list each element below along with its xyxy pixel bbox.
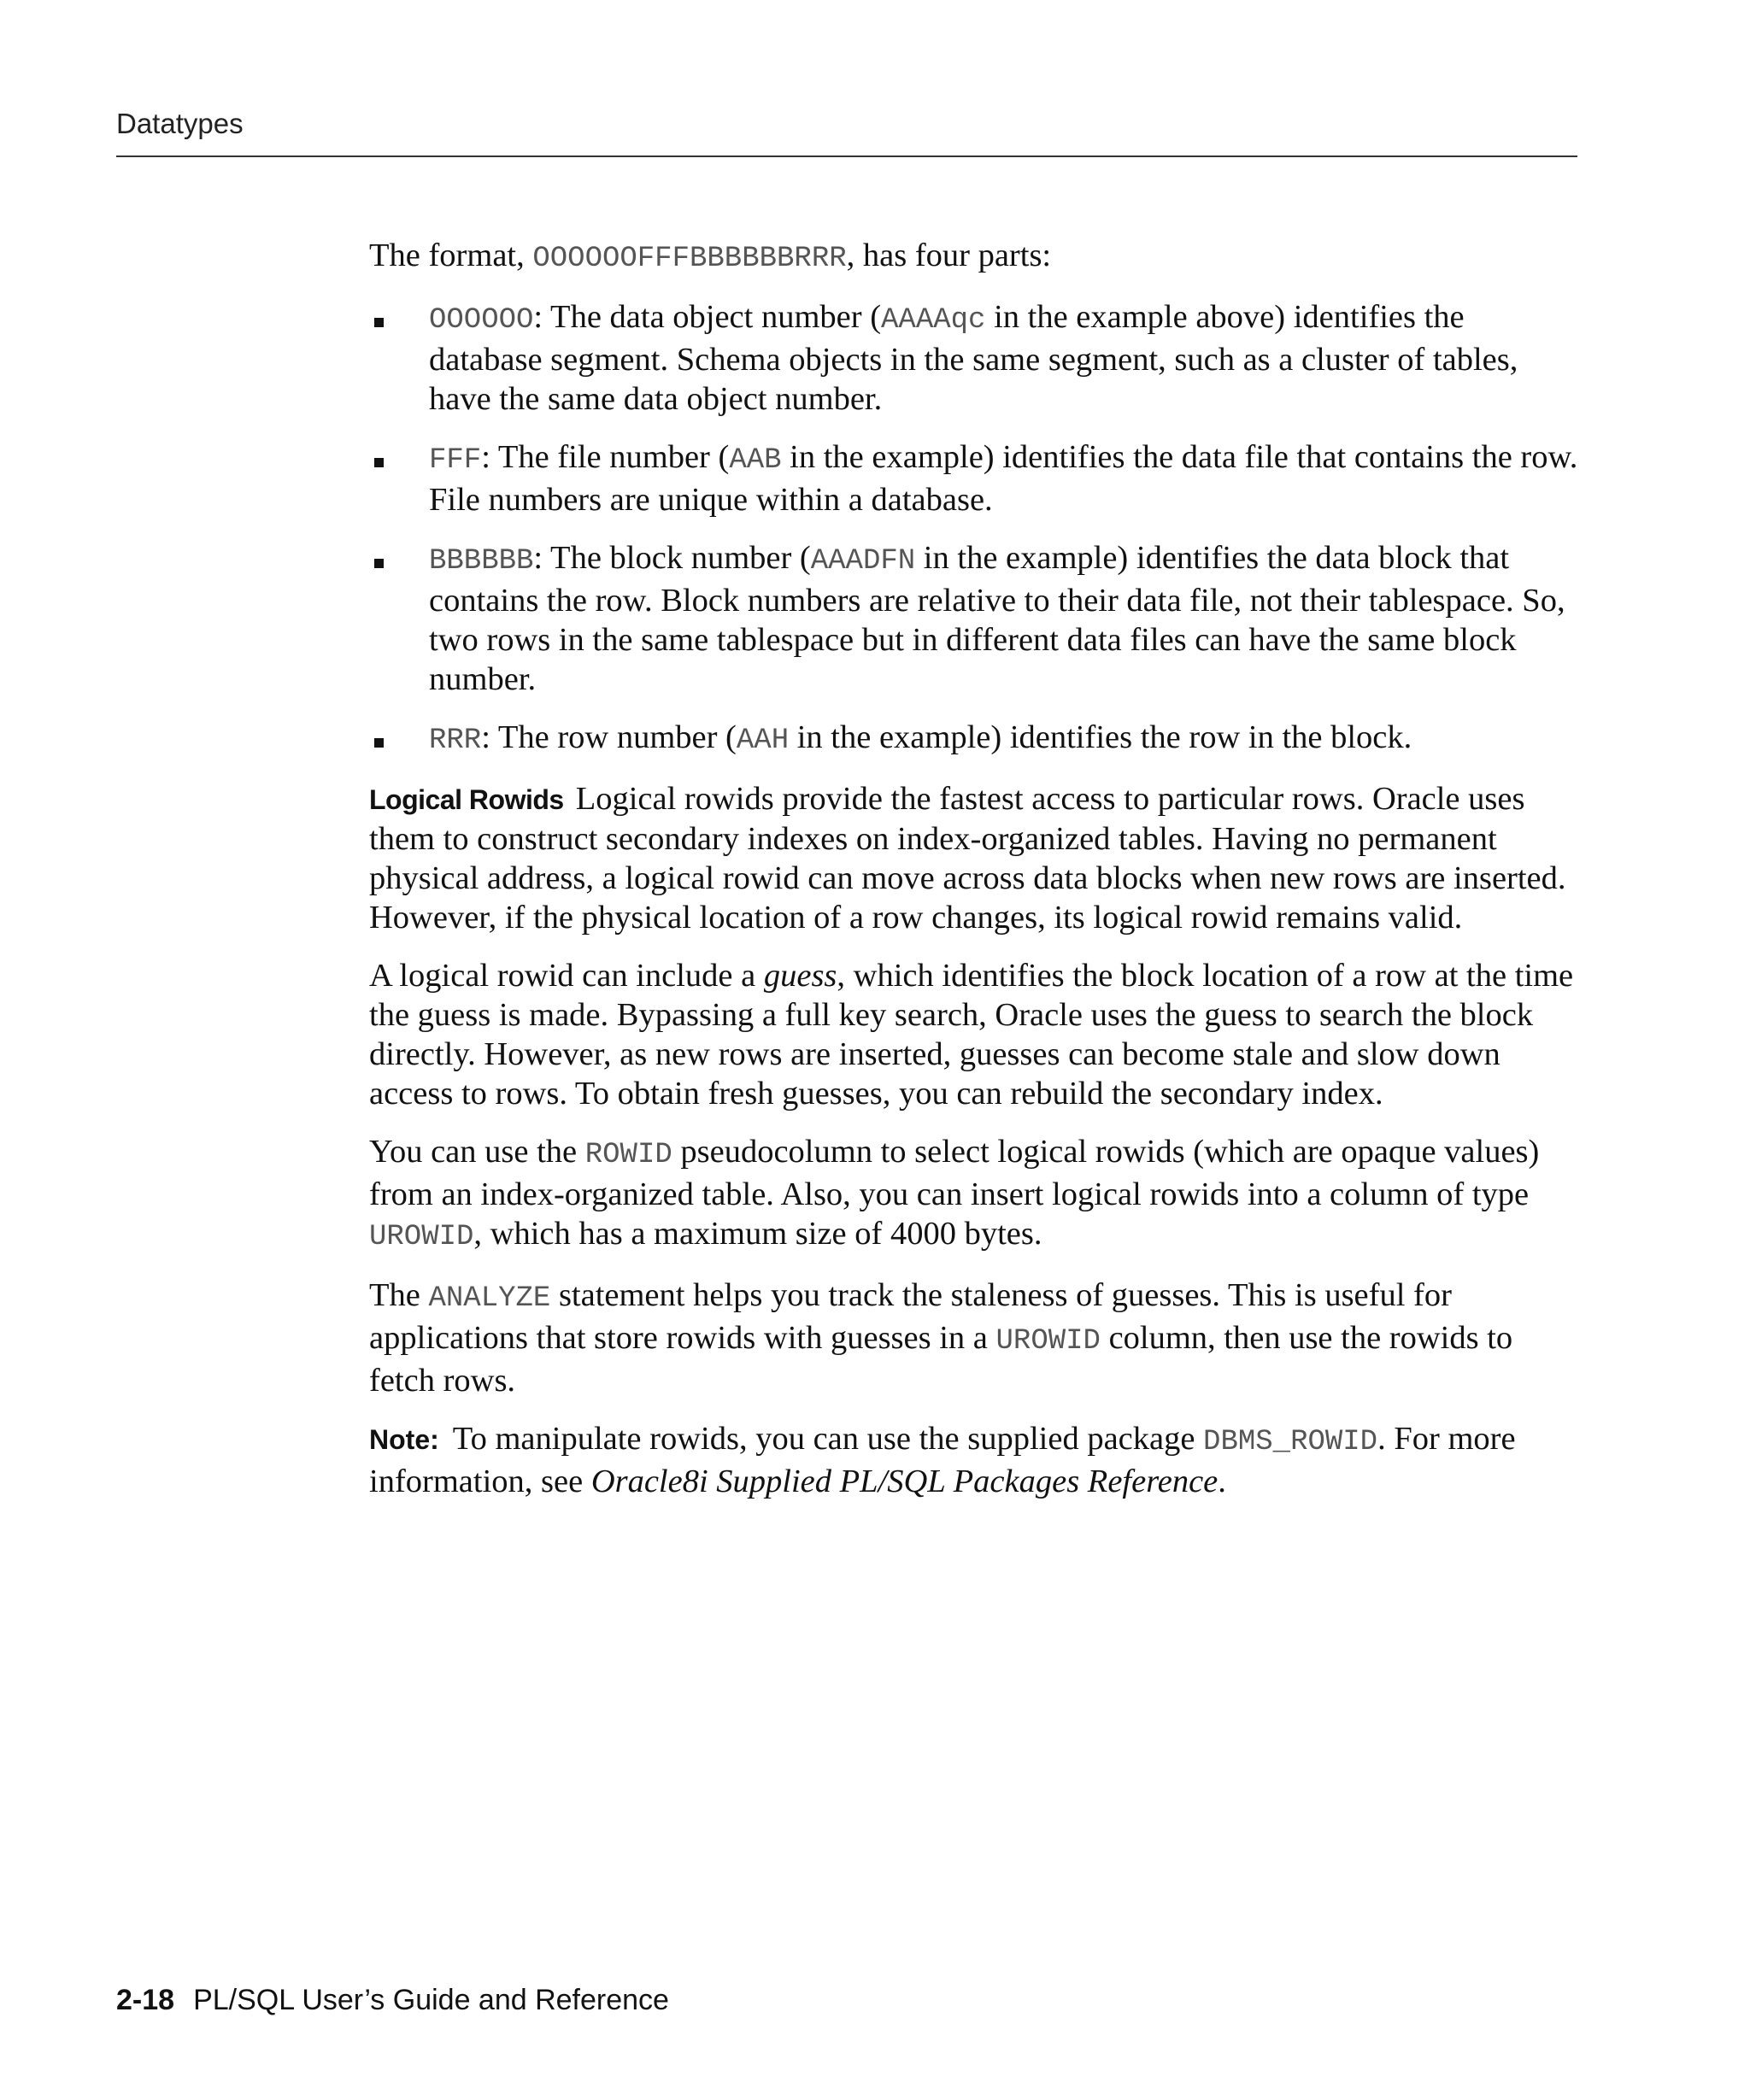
page-body: [369, 236, 1583, 1520]
logical-rowids-heading: Logical Rowids: [369, 784, 564, 815]
header-divider: [116, 155, 1577, 157]
intro-text-pre: The format,: [369, 238, 533, 273]
part-text: : The file number (: [481, 439, 730, 475]
note-label: Note:: [369, 1424, 439, 1455]
list-item: [369, 718, 1583, 760]
analyze-text: statement helps you track the staleness of guesses. This is useful for applications that store rowids with guesses in a: [369, 1277, 1452, 1356]
guess-text-pre: A logical rowid can include a: [369, 958, 764, 994]
page-number: 2-18: [116, 1984, 175, 2016]
note-text: .: [1218, 1464, 1226, 1499]
list-item: [369, 297, 1583, 419]
rowid-text: You can use the: [369, 1134, 585, 1170]
part-text: in the example) identifies the data file that contains the row. File numbers are unique within a database.: [429, 439, 1578, 518]
rowid-paragraph: [369, 1132, 1583, 1257]
rowid-code: ROWID: [584, 1139, 672, 1171]
part-code: BBBBBB: [429, 545, 534, 578]
logical-rowids-text: Logical rowids provide the fastest access to particular rows. Oracle uses them to construct secondary indexes on index-organized tables. Having no permanent physical address, a logical rowid can move across data blocks when new rows are inserted. However, if the physical location of a row changes, its logical rowid remains valid.: [369, 781, 1566, 936]
analyze-code: ANALYZE: [428, 1282, 551, 1315]
guess-paragraph: [369, 956, 1583, 1113]
part-text: : The row number (: [481, 719, 737, 755]
rowid-text: , which has a maximum size of 4000 bytes.: [473, 1216, 1042, 1252]
guess-term: guess: [763, 958, 837, 994]
logical-rowids-paragraph: [369, 779, 1583, 937]
format-code: OOOOOOFFFBBBBBBRRR: [532, 243, 847, 275]
dbms-rowid-code: DBMS_ROWID: [1203, 1426, 1378, 1458]
list-item: [369, 538, 1583, 699]
part-text: : The block number (: [533, 540, 811, 576]
square-bullet-icon: [374, 559, 384, 568]
part-code: OOOOOO: [429, 304, 534, 337]
part-text: in the example) identifies the row in the block.: [789, 719, 1412, 755]
part-code: RRR: [429, 724, 482, 757]
example-code: AAH: [736, 724, 790, 757]
list-item: [369, 437, 1583, 519]
analyze-paragraph: [369, 1276, 1583, 1400]
part-text: in the example above) identifies the database segment. Schema objects in the same segment, such as a cluster of tables, have the same data object number.: [429, 299, 1518, 417]
square-bullet-icon: [374, 738, 384, 748]
guess-text-post: , which identifies the block location of a row at the time the guess is made. Bypassing a full key search, Oracle uses the guess to search the block directly. However, as new rows are inserted, guesses can become stale and slow down access to rows. To obtain fresh guesses, you can rebuild the secondary index.: [369, 958, 1574, 1112]
example-code: AAADFN: [810, 545, 916, 578]
example-code: AAAAqc: [881, 304, 986, 337]
square-bullet-icon: [374, 318, 384, 327]
note-text: . For more information, see: [369, 1421, 1516, 1499]
urowid-code: UROWID: [369, 1221, 474, 1253]
reference-title: Oracle8i Supplied PL/SQL Packages Reference: [590, 1464, 1219, 1499]
page-footer: [116, 1984, 669, 2017]
running-header: Datatypes: [116, 108, 244, 139]
intro-text-post: , has four parts:: [846, 238, 1052, 273]
part-text: in the example) identifies the data block that contains the row. Block numbers are relative to their data file, not their tablespace. So, two rows in the same tablespace but in different data files can have the same block number.: [429, 540, 1565, 697]
example-code: AAB: [729, 444, 782, 477]
book-title: PL/SQL User’s Guide and Reference: [193, 1984, 669, 2016]
format-parts-list: [369, 297, 1583, 760]
format-intro: [369, 236, 1583, 279]
analyze-text: The: [369, 1277, 429, 1313]
note-paragraph: [369, 1419, 1583, 1501]
part-text: : The data object number (: [533, 299, 882, 335]
part-code: FFF: [429, 444, 482, 477]
note-text: To manipulate rowids, you can use the supplied package: [452, 1421, 1204, 1457]
rowid-text: pseudocolumn to select logical rowids (which are opaque values) from an index-organized table. Also, you can insert logical rowids into a column of type: [369, 1134, 1540, 1212]
analyze-text: column, then use the rowids to fetch rows.: [369, 1320, 1513, 1399]
square-bullet-icon: [374, 458, 384, 467]
urowid-code: UROWID: [995, 1325, 1101, 1358]
